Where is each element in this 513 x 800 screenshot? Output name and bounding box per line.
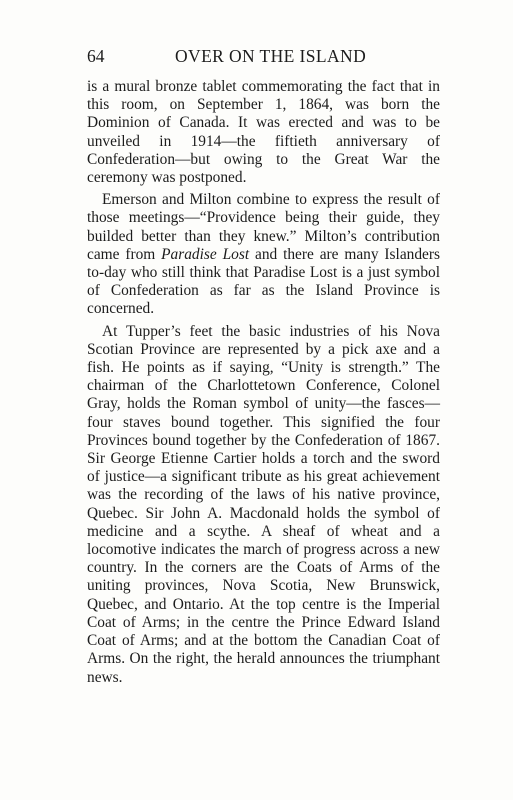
paragraph-tupper-symbols: At Tupper’s feet the basic industries of his Nova Scotian Province are represented by a pick axe and a fish. He points as if saying, “Unity is strength.” The chairman of the Charlottetown Conference, Colonel Gray, holds the Roman symbol of unity—the fasces—four staves bound together. This signified the four Provinces bound together by the Confederation of 1867. Sir George Etienne Cartier holds a torch and the sword of justice—a significant tribute as his great achievement was the recording of the laws of his native province, Quebec. Sir John A. Macdonald holds the symbol of medicine and a scythe. A sheaf of wheat and a locomotive indicates the march of progress across a new country. In the corners are the Coats of Arms of the uniting provinces, Nova Scotia, New Brunswick, Quebec, and Ontario. At the top centre is the Imperial Coat of Arms; in the centre the Prince Edward Island Coat of Arms; and at the bottom the Canadian Coat of Arms. On the right, the herald announces the triumphant news.	[87, 322, 440, 686]
running-head	[87, 43, 440, 69]
book-title-italic: Paradise Lost	[161, 245, 250, 263]
paragraph-text-after-italic: and there are many Islanders to-day who still think that Paradise Lost is a just symbol of Confederation as far as the Island Province is concerned.	[87, 245, 440, 318]
running-title: OVER ON THE ISLAND	[175, 46, 367, 66]
paragraph-tablet: is a mural bronze tablet commemorating the fact that in this room, on September 1, 1864, was born the Dominion of Canada. It was erected and was to be unveiled in 1914—the fiftieth anniversary of Confederation—but owing to the Great War the ceremony was postponed.	[87, 78, 440, 187]
paragraph-text-before-italic: Emerson and Milton combine to express the result of those meetings—“Providence being their guide, they builded better than they knew.” Milton’s contribution came from	[87, 191, 440, 263]
page-number: 64	[87, 46, 105, 66]
body-text	[87, 78, 440, 687]
paragraph-emerson-milton	[87, 191, 440, 318]
